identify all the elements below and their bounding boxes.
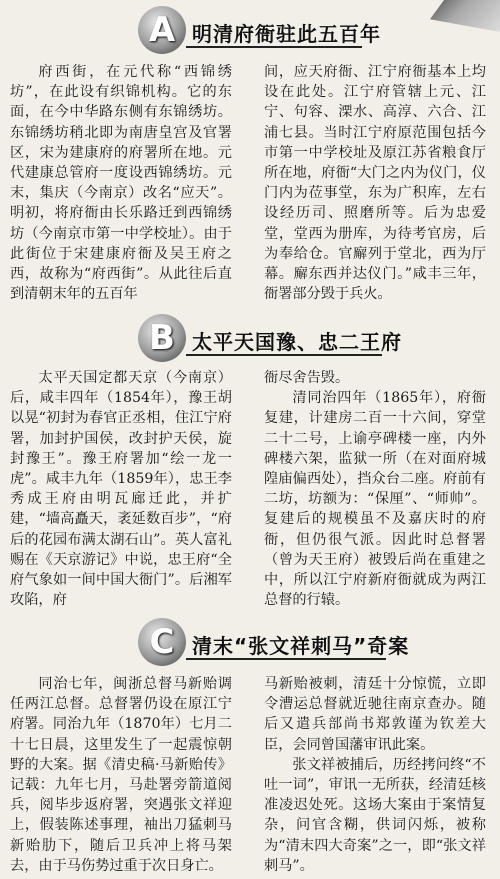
section-a-badge: A <box>138 6 186 54</box>
section-b-badge: B <box>138 314 186 362</box>
section-b-header <box>0 314 500 366</box>
title-underline <box>186 354 382 356</box>
section-c-header <box>0 618 500 670</box>
section-c-title: 清末“张文祥刺马”奇案 <box>192 634 410 658</box>
title-underline <box>186 46 362 48</box>
title-underline <box>186 658 386 660</box>
section-a-column-right: 间，应天府衙、江宁府衙基本上均设在此处。江宁府管辖上元、江宁、句容、溧水、高淳、六合、江浦七县。当时江宁府原范围包括今市第一中学校址及原江苏省粮食厅所在地，府衙“大门之内为仪门，仪门内为莅事堂，东为广积库，左右设经历司、照磨所等。后为忠爱堂，堂西为册库，为待考官房，后为奉给仓。官廨列于堂北，西为厅幕。廨东西并达仪门。”咸丰三年，衙署部分毁于兵火。 <box>264 64 486 303</box>
section-b-title: 太平天国豫、忠二王府 <box>192 330 402 354</box>
section-b-column-left: 太平天国定都天京（今南京）后，咸丰四年（1854年），豫王胡以晃“初封为春官正丞相，住江宁府署，加封护国侯，改封护天侯，旋封豫王”。豫王府署加“绘一龙一虎”。咸丰九年（1859年），忠王李秀成王府由明瓦廊迁此，并扩建，“墙高矗天，袤延数百步”，“府后的花园布满太湖石山”。英人富礼赐在《天京游记》中说，忠王府“全府气象如一间中国大衙门”。后湘军攻陷，府 <box>10 370 232 609</box>
section-c-column-left: 同治七年，闽浙总督马新贻调任两江总督。总督署仍设在原江宁府署。同治九年（1870年）七月二十七日晨，这里发生了一起震惊朝野的大案。据《清史稿·马新贻传》记载：九年七月，马赴署旁箭道阅兵，阅毕步返府署，突遇张文祥迎上，假装陈述事理，袖出刀猛刺马新贻肋下，随后卫兵冲上将马架去，由于马伤势过重于次日身亡。 <box>10 676 232 874</box>
section-c-column-right: 马新贻被刺，清廷十分惊慌，立即令漕运总督就近驰往南京查办。随后又遣兵部尚书郑敦谨为钦差大臣，会同曾国藩审讯此案。 张文祥被捕后，历经拷问终“不吐一词”，审讯一无所获，经清廷核准凌迟处死。这场大案由于案情复杂，问官含糊，供词闪烁，被称为“清末四大奇案”之一，即“张文祥刺马”。 <box>264 676 486 874</box>
section-b-column-right: 衙尽舍告毁。 清同治四年（1865年），府衙复建，计建房二百一十六间，穿堂二十二号，上谕亭碑楼一座，内外碑楼六架，监狱一所（在对面府城隍庙偏西处），挡众台二座。府前有二坊，坊额为：“保厘”、“师帅”。复建后的规模虽不及嘉庆时的府衙，但仍很气派。因此时总督署（曾为天王府）被毁后尚在重建之中，所以江宁府新府衙就成为两江总督的行辕。 <box>264 370 486 609</box>
section-c-badge: C <box>138 618 186 666</box>
section-a-title: 明清府衙驻此五百年 <box>192 22 381 46</box>
section-a-column-left: 府西街，在元代称“西锦绣坊”，在此设有织锦机构。它的东面，在今中华路东侧有东锦绣坊。东锦绣坊稍北即为南唐皇宫及官署区，宋为建康府的府署所在地。元代建康总管府一度设西锦绣坊。元末，集庆（今南京）改名“应天”。明初，将府衙由长乐路迁到西锦绣坊（今南京市第一中学校址）。由于此街位于宋建康府衙及吴王府之西，故称为“府西街”。从此往后直到清朝末年的五百年 <box>10 64 232 303</box>
section-a-header <box>0 6 500 58</box>
